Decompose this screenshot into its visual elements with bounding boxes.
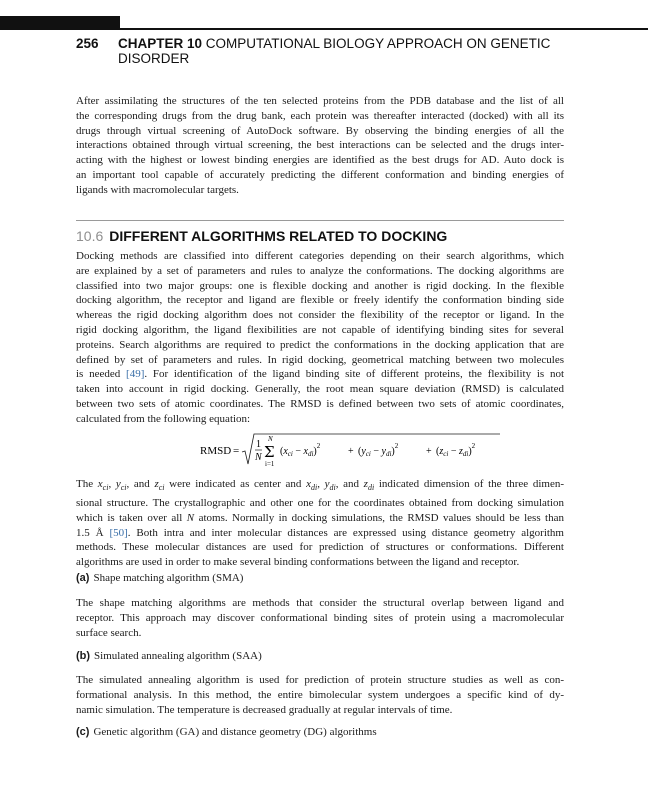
text-line: calculated from the following equation: xyxy=(76,412,251,425)
citation-link-50[interactable]: [50] xyxy=(109,526,128,539)
text-line: methods. These molecular distances are used for prediction of structures or conformations. Different xyxy=(76,541,564,554)
equation-lhs: RMSD xyxy=(200,445,232,457)
text-line: an important tool capable of accurately predicting the different conformation and binding energies of xyxy=(76,168,564,181)
sum-lower-limit: i=1 xyxy=(265,460,275,468)
text-line: receptor. This approach may discover conformational binding sites of protein using a macromolecular xyxy=(76,611,564,624)
rmsd-equation xyxy=(200,430,500,470)
section-title: DIFFERENT ALGORITHMS RELATED TO DOCKING xyxy=(109,228,448,244)
text-line: The shape matching algorithms are methods that consider the structural overlap between ligand and xyxy=(76,597,564,609)
subsection-heading-a xyxy=(76,572,243,584)
fraction-denominator: N xyxy=(255,452,262,463)
text-line xyxy=(76,526,564,541)
chapter-title: COMPUTATIONAL BIOLOGY APPROACH ON GENETIC xyxy=(205,36,551,51)
text-fragment: . For identification of the ligand binding site of different proteins, the flexibility is not xyxy=(144,368,564,381)
section-paragraph xyxy=(76,249,564,427)
text-line: rigid docking algorithm, the ligand flexibilities are not capable of identifying binding sites for several xyxy=(76,323,564,336)
text-line: ligands with macromolecular targets. xyxy=(76,183,239,196)
plus-sign: + xyxy=(348,446,354,457)
subsection-paragraph-b xyxy=(76,673,564,717)
page-number: 256 xyxy=(76,36,99,51)
text-line: the corresponding drugs from the drug bank, each protein was thereafter interacted (docked) with all its xyxy=(76,109,564,122)
header-rule xyxy=(0,28,648,30)
text-line: defined by set of parameters and rules. In rigid docking, geometrical matching between two molecules xyxy=(76,353,564,366)
text-line: classified into two major groups: one is flexible docking and another is rigid docking. In the flexible xyxy=(76,279,564,292)
text-line: namic simulation. The temperature is decreased gradually at regular intervals of time. xyxy=(76,703,453,716)
section-heading xyxy=(76,228,447,244)
text-line xyxy=(76,511,564,526)
text-line: whereas the rigid docking algorithm does not consider the flexibility of the receptor or ligand. In the xyxy=(76,309,564,322)
equation-equals: = xyxy=(233,445,240,457)
equation-terms xyxy=(280,442,476,458)
subsection-title: Genetic algorithm (GA) and distance geometry (DG) algorithms xyxy=(93,726,377,738)
text-fragment: indicated dimension of the three dimen- xyxy=(378,478,565,490)
z-term: $(z_{ci} - z_{di})^2$ xyxy=(436,442,476,458)
fraction-numerator: 1 xyxy=(256,439,261,450)
chapter-title-cont: DISORDER xyxy=(118,51,190,66)
section-divider xyxy=(76,220,564,221)
subsection-heading-c xyxy=(76,726,377,738)
plus-sign: + xyxy=(426,446,432,457)
text-fragment: which is taken over all xyxy=(76,511,187,524)
text-line: interactions obtained through virtual screening, the best interactions can be selected and the drugs inter- xyxy=(76,139,564,152)
rmsd-paragraph xyxy=(76,477,564,570)
text-line: proteins. Search algorithms are required to predict the conformations in the docking application that are xyxy=(76,338,564,351)
text-line: The simulated annealing algorithm is used for prediction of protein structure studies as well as con- xyxy=(76,674,564,686)
text-line: formational analysis. In this method, the entire bimolecular system undergoes a specific kind of dy- xyxy=(76,688,564,701)
x-term: $(x_{ci} - x_{di})^2$ xyxy=(280,442,321,458)
text-fragment: . Both intra and inter molecular distances are expressed using distance geometry algorithm xyxy=(127,526,564,539)
text-line: surface search. xyxy=(76,626,142,639)
text-line: are explained by a set of parameters and rules to analyze the conformations. The docking algorithms are xyxy=(76,264,564,277)
sum-symbol: Σ xyxy=(264,443,275,461)
text-line xyxy=(76,367,564,382)
citation-link-49[interactable]: [49] xyxy=(126,368,145,381)
subsection-heading-b xyxy=(76,650,262,662)
text-line: acting with the highest or lowest binding energies are identified as the best drugs for AD. Auto dock is xyxy=(76,154,564,167)
subsection-paragraph-a xyxy=(76,596,564,640)
text-line: Docking methods are classified into different categories depending on their search algorithms, which xyxy=(76,250,564,262)
subsection-label: (a) xyxy=(76,572,90,584)
subsection-label: (b) xyxy=(76,650,91,662)
chapter-label: CHAPTER 10 xyxy=(118,36,203,51)
subsection-title: Simulated annealing algorithm (SAA) xyxy=(94,650,262,662)
text-fragment: 1.5 Å xyxy=(76,526,110,539)
text-fragment: is needed xyxy=(76,368,127,381)
text-line: docking algorithm, the receptor and ligand are flexible or freely identify the conformation binding side xyxy=(76,294,564,307)
intro-paragraph xyxy=(76,94,564,198)
section-number: 10.6 xyxy=(76,228,104,244)
running-header xyxy=(76,36,596,66)
text-line: After assimilating the structures of the ten selected proteins from the PDB database and the list of all xyxy=(76,95,564,107)
text-fragment: N xyxy=(186,511,195,524)
text-line: sional structure. The crystallographic and other one for the coordinates obtained from docking simulation xyxy=(76,496,564,509)
text-line: drugs through virtual screening of AutoDock software. By observing the binding energies of all the xyxy=(76,124,564,137)
text-fragment: atoms. Normally in docking simulations, the RMSD values should be less than xyxy=(194,511,564,524)
text-line: The $x_{ci}$, $y_{ci}$, and $z_{ci}$ were indicated as center and $x_{di}$, $y_{di}$, and $z_{di}$ indicated dimension of the three dimen- xyxy=(76,478,565,493)
text-line: taken into account in rigid docking. Generally, the root mean square deviation (RMSD) is calculated xyxy=(76,383,564,396)
y-term: $(y_{ci} - y_{di})^2$ xyxy=(358,442,399,458)
subsection-label: (c) xyxy=(76,726,90,738)
text-line: between two sets of atomic coordinates. The RMSD is defined between two sets of atomic coordinates, xyxy=(76,397,564,410)
text-line: algorithms are used in order to make several binding conformations between the ligand and receptor. xyxy=(76,556,520,569)
subsection-title: Shape matching algorithm (SMA) xyxy=(93,572,244,584)
sum-upper-limit: N xyxy=(268,435,273,443)
